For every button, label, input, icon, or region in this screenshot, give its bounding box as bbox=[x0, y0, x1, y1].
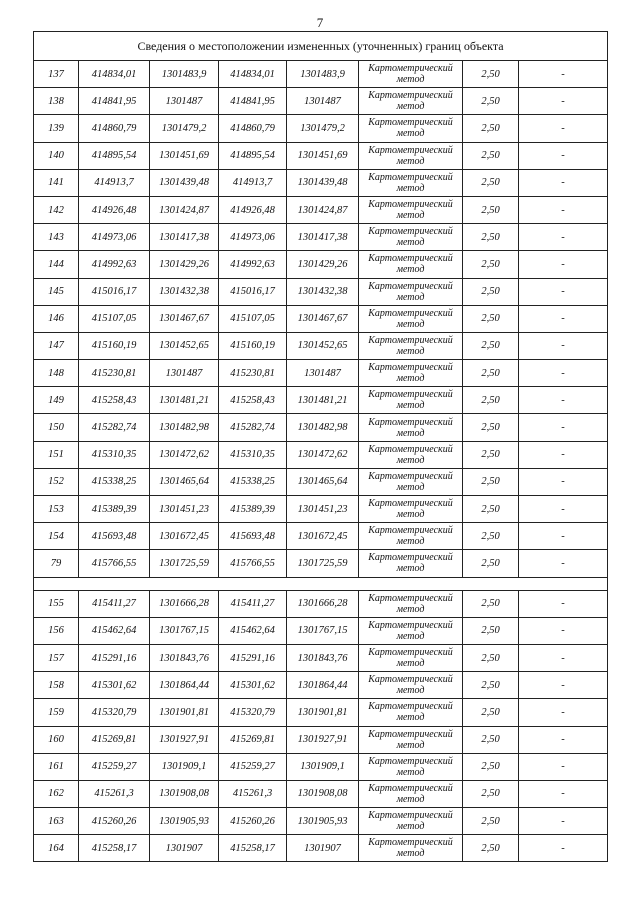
y-old-cell: 1301451,69 bbox=[150, 142, 219, 169]
description-cell: - bbox=[519, 672, 608, 699]
x-new-cell: 414841,95 bbox=[219, 88, 287, 115]
accuracy-cell: 2,50 bbox=[463, 699, 519, 726]
x-new-cell: 415291,16 bbox=[219, 644, 287, 671]
method-cell: Картометрический метод bbox=[359, 142, 463, 169]
x-new-cell: 415016,17 bbox=[219, 278, 287, 305]
x-new-cell: 414834,01 bbox=[219, 61, 287, 88]
accuracy-cell: 2,50 bbox=[463, 360, 519, 387]
y-new-cell: 1301901,81 bbox=[287, 699, 359, 726]
method-cell: Картометрический метод bbox=[359, 699, 463, 726]
boundary-coordinates-table bbox=[33, 31, 608, 862]
point-number-cell: 156 bbox=[34, 617, 79, 644]
x-new-cell: 414973,06 bbox=[219, 224, 287, 251]
accuracy-cell: 2,50 bbox=[463, 726, 519, 753]
y-new-cell: 1301672,45 bbox=[287, 523, 359, 550]
accuracy-cell: 2,50 bbox=[463, 468, 519, 495]
point-number-cell: 161 bbox=[34, 753, 79, 780]
y-new-cell: 1301482,98 bbox=[287, 414, 359, 441]
accuracy-cell: 2,50 bbox=[463, 672, 519, 699]
description-cell: - bbox=[519, 196, 608, 223]
table-title: Сведения о местоположении измененных (уточненных) границ объекта bbox=[34, 32, 608, 61]
table-row bbox=[34, 169, 608, 196]
accuracy-cell: 2,50 bbox=[463, 88, 519, 115]
description-cell: - bbox=[519, 88, 608, 115]
method-cell: Картометрический метод bbox=[359, 468, 463, 495]
y-old-cell: 1301472,62 bbox=[150, 441, 219, 468]
method-cell: Картометрический метод bbox=[359, 169, 463, 196]
method-cell: Картометрический метод bbox=[359, 726, 463, 753]
x-new-cell: 415310,35 bbox=[219, 441, 287, 468]
description-cell: - bbox=[519, 644, 608, 671]
table-row bbox=[34, 835, 608, 862]
accuracy-cell: 2,50 bbox=[463, 61, 519, 88]
table-row bbox=[34, 387, 608, 414]
x-old-cell: 415261,3 bbox=[79, 780, 150, 807]
method-cell: Картометрический метод bbox=[359, 305, 463, 332]
method-cell: Картометрический метод bbox=[359, 672, 463, 699]
x-new-cell: 415338,25 bbox=[219, 468, 287, 495]
x-new-cell: 414860,79 bbox=[219, 115, 287, 142]
description-cell: - bbox=[519, 414, 608, 441]
accuracy-cell: 2,50 bbox=[463, 387, 519, 414]
table-row bbox=[34, 496, 608, 523]
description-cell: - bbox=[519, 523, 608, 550]
accuracy-cell: 2,50 bbox=[463, 251, 519, 278]
accuracy-cell: 2,50 bbox=[463, 523, 519, 550]
y-new-cell: 1301907 bbox=[287, 835, 359, 862]
point-number-cell: 138 bbox=[34, 88, 79, 115]
point-number-cell: 153 bbox=[34, 496, 79, 523]
description-cell: - bbox=[519, 726, 608, 753]
y-new-cell: 1301465,64 bbox=[287, 468, 359, 495]
table-row bbox=[34, 441, 608, 468]
separator-cell bbox=[34, 577, 608, 590]
y-old-cell: 1301465,64 bbox=[150, 468, 219, 495]
description-cell: - bbox=[519, 468, 608, 495]
x-old-cell: 415160,19 bbox=[79, 332, 150, 359]
accuracy-cell: 2,50 bbox=[463, 278, 519, 305]
description-cell: - bbox=[519, 332, 608, 359]
point-number-cell: 143 bbox=[34, 224, 79, 251]
point-number-cell: 162 bbox=[34, 780, 79, 807]
y-old-cell: 1301905,93 bbox=[150, 808, 219, 835]
description-cell: - bbox=[519, 441, 608, 468]
x-new-cell: 415766,55 bbox=[219, 550, 287, 577]
y-old-cell: 1301424,87 bbox=[150, 196, 219, 223]
accuracy-cell: 2,50 bbox=[463, 224, 519, 251]
y-old-cell: 1301725,59 bbox=[150, 550, 219, 577]
method-cell: Картометрический метод bbox=[359, 414, 463, 441]
table-row bbox=[34, 278, 608, 305]
method-cell: Картометрический метод bbox=[359, 224, 463, 251]
method-cell: Картометрический метод bbox=[359, 835, 463, 862]
y-old-cell: 1301927,91 bbox=[150, 726, 219, 753]
method-cell: Картометрический метод bbox=[359, 617, 463, 644]
y-new-cell: 1301927,91 bbox=[287, 726, 359, 753]
x-old-cell: 415389,39 bbox=[79, 496, 150, 523]
accuracy-cell: 2,50 bbox=[463, 590, 519, 617]
y-new-cell: 1301417,38 bbox=[287, 224, 359, 251]
y-new-cell: 1301481,21 bbox=[287, 387, 359, 414]
y-old-cell: 1301482,98 bbox=[150, 414, 219, 441]
x-old-cell: 415462,64 bbox=[79, 617, 150, 644]
y-new-cell: 1301864,44 bbox=[287, 672, 359, 699]
y-old-cell: 1301909,1 bbox=[150, 753, 219, 780]
accuracy-cell: 2,50 bbox=[463, 196, 519, 223]
y-old-cell: 1301417,38 bbox=[150, 224, 219, 251]
x-new-cell: 415230,81 bbox=[219, 360, 287, 387]
accuracy-cell: 2,50 bbox=[463, 332, 519, 359]
accuracy-cell: 2,50 bbox=[463, 305, 519, 332]
point-number-cell: 79 bbox=[34, 550, 79, 577]
x-old-cell: 414973,06 bbox=[79, 224, 150, 251]
description-cell: - bbox=[519, 142, 608, 169]
y-new-cell: 1301909,1 bbox=[287, 753, 359, 780]
description-cell: - bbox=[519, 251, 608, 278]
x-old-cell: 415260,26 bbox=[79, 808, 150, 835]
description-cell: - bbox=[519, 387, 608, 414]
y-new-cell: 1301908,08 bbox=[287, 780, 359, 807]
y-old-cell: 1301451,23 bbox=[150, 496, 219, 523]
accuracy-cell: 2,50 bbox=[463, 496, 519, 523]
table-row bbox=[34, 360, 608, 387]
point-number-cell: 159 bbox=[34, 699, 79, 726]
y-new-cell: 1301424,87 bbox=[287, 196, 359, 223]
x-new-cell: 414895,54 bbox=[219, 142, 287, 169]
method-cell: Картометрический метод bbox=[359, 196, 463, 223]
description-cell: - bbox=[519, 278, 608, 305]
x-old-cell: 415310,35 bbox=[79, 441, 150, 468]
method-cell: Картометрический метод bbox=[359, 278, 463, 305]
point-number-cell: 144 bbox=[34, 251, 79, 278]
y-new-cell: 1301432,38 bbox=[287, 278, 359, 305]
table-row bbox=[34, 808, 608, 835]
point-number-cell: 146 bbox=[34, 305, 79, 332]
y-new-cell: 1301483,9 bbox=[287, 61, 359, 88]
description-cell: - bbox=[519, 617, 608, 644]
y-new-cell: 1301439,48 bbox=[287, 169, 359, 196]
method-cell: Картометрический метод bbox=[359, 523, 463, 550]
y-old-cell: 1301452,65 bbox=[150, 332, 219, 359]
point-number-cell: 158 bbox=[34, 672, 79, 699]
accuracy-cell: 2,50 bbox=[463, 780, 519, 807]
point-number-cell: 155 bbox=[34, 590, 79, 617]
x-new-cell: 415258,17 bbox=[219, 835, 287, 862]
table-row bbox=[34, 88, 608, 115]
y-old-cell: 1301487 bbox=[150, 360, 219, 387]
x-old-cell: 414841,95 bbox=[79, 88, 150, 115]
section-separator-row bbox=[34, 577, 608, 590]
x-new-cell: 415260,26 bbox=[219, 808, 287, 835]
x-old-cell: 415301,62 bbox=[79, 672, 150, 699]
y-old-cell: 1301483,9 bbox=[150, 61, 219, 88]
x-old-cell: 414926,48 bbox=[79, 196, 150, 223]
table-row bbox=[34, 251, 608, 278]
method-cell: Картометрический метод bbox=[359, 441, 463, 468]
x-old-cell: 415016,17 bbox=[79, 278, 150, 305]
x-old-cell: 415230,81 bbox=[79, 360, 150, 387]
method-cell: Картометрический метод bbox=[359, 88, 463, 115]
x-old-cell: 415411,27 bbox=[79, 590, 150, 617]
x-new-cell: 415389,39 bbox=[219, 496, 287, 523]
point-number-cell: 147 bbox=[34, 332, 79, 359]
x-new-cell: 415282,74 bbox=[219, 414, 287, 441]
accuracy-cell: 2,50 bbox=[463, 617, 519, 644]
description-cell: - bbox=[519, 699, 608, 726]
y-new-cell: 1301487 bbox=[287, 360, 359, 387]
accuracy-cell: 2,50 bbox=[463, 169, 519, 196]
page-number: 7 bbox=[316, 15, 324, 30]
y-old-cell: 1301908,08 bbox=[150, 780, 219, 807]
table-row bbox=[34, 115, 608, 142]
y-new-cell: 1301472,62 bbox=[287, 441, 359, 468]
description-cell: - bbox=[519, 753, 608, 780]
table-row bbox=[34, 726, 608, 753]
point-number-cell: 149 bbox=[34, 387, 79, 414]
point-number-cell: 145 bbox=[34, 278, 79, 305]
accuracy-cell: 2,50 bbox=[463, 142, 519, 169]
table-row bbox=[34, 523, 608, 550]
x-old-cell: 414834,01 bbox=[79, 61, 150, 88]
point-number-cell: 151 bbox=[34, 441, 79, 468]
point-number-cell: 152 bbox=[34, 468, 79, 495]
table-row bbox=[34, 753, 608, 780]
description-cell: - bbox=[519, 496, 608, 523]
point-number-cell: 142 bbox=[34, 196, 79, 223]
description-cell: - bbox=[519, 61, 608, 88]
y-new-cell: 1301767,15 bbox=[287, 617, 359, 644]
table-row bbox=[34, 672, 608, 699]
method-cell: Картометрический метод bbox=[359, 780, 463, 807]
x-old-cell: 414913,7 bbox=[79, 169, 150, 196]
y-old-cell: 1301439,48 bbox=[150, 169, 219, 196]
description-cell: - bbox=[519, 808, 608, 835]
x-new-cell: 415693,48 bbox=[219, 523, 287, 550]
point-number-cell: 163 bbox=[34, 808, 79, 835]
point-number-cell: 140 bbox=[34, 142, 79, 169]
accuracy-cell: 2,50 bbox=[463, 753, 519, 780]
table-row bbox=[34, 468, 608, 495]
x-new-cell: 414992,63 bbox=[219, 251, 287, 278]
description-cell: - bbox=[519, 780, 608, 807]
method-cell: Картометрический метод bbox=[359, 251, 463, 278]
point-number-cell: 154 bbox=[34, 523, 79, 550]
point-number-cell: 164 bbox=[34, 835, 79, 862]
x-new-cell: 415160,19 bbox=[219, 332, 287, 359]
x-old-cell: 414860,79 bbox=[79, 115, 150, 142]
x-new-cell: 415301,62 bbox=[219, 672, 287, 699]
description-cell: - bbox=[519, 115, 608, 142]
y-new-cell: 1301487 bbox=[287, 88, 359, 115]
y-new-cell: 1301725,59 bbox=[287, 550, 359, 577]
y-old-cell: 1301901,81 bbox=[150, 699, 219, 726]
y-new-cell: 1301843,76 bbox=[287, 644, 359, 671]
y-new-cell: 1301452,65 bbox=[287, 332, 359, 359]
y-old-cell: 1301907 bbox=[150, 835, 219, 862]
x-old-cell: 415107,05 bbox=[79, 305, 150, 332]
y-old-cell: 1301843,76 bbox=[150, 644, 219, 671]
x-old-cell: 415693,48 bbox=[79, 523, 150, 550]
method-cell: Картометрический метод bbox=[359, 115, 463, 142]
x-old-cell: 415320,79 bbox=[79, 699, 150, 726]
x-new-cell: 415258,43 bbox=[219, 387, 287, 414]
y-old-cell: 1301432,38 bbox=[150, 278, 219, 305]
x-old-cell: 415291,16 bbox=[79, 644, 150, 671]
description-cell: - bbox=[519, 224, 608, 251]
x-new-cell: 415411,27 bbox=[219, 590, 287, 617]
point-number-cell: 150 bbox=[34, 414, 79, 441]
description-cell: - bbox=[519, 835, 608, 862]
table-row bbox=[34, 414, 608, 441]
y-old-cell: 1301481,21 bbox=[150, 387, 219, 414]
y-old-cell: 1301672,45 bbox=[150, 523, 219, 550]
point-number-cell: 137 bbox=[34, 61, 79, 88]
y-new-cell: 1301451,23 bbox=[287, 496, 359, 523]
table-row bbox=[34, 332, 608, 359]
method-cell: Картометрический метод bbox=[359, 808, 463, 835]
x-old-cell: 415258,43 bbox=[79, 387, 150, 414]
x-new-cell: 414926,48 bbox=[219, 196, 287, 223]
y-new-cell: 1301666,28 bbox=[287, 590, 359, 617]
table-row bbox=[34, 142, 608, 169]
table-row bbox=[34, 644, 608, 671]
table-row bbox=[34, 699, 608, 726]
x-old-cell: 415258,17 bbox=[79, 835, 150, 862]
table-row bbox=[34, 224, 608, 251]
accuracy-cell: 2,50 bbox=[463, 808, 519, 835]
y-old-cell: 1301479,2 bbox=[150, 115, 219, 142]
x-new-cell: 415259,27 bbox=[219, 753, 287, 780]
y-new-cell: 1301905,93 bbox=[287, 808, 359, 835]
table-row bbox=[34, 61, 608, 88]
y-old-cell: 1301467,67 bbox=[150, 305, 219, 332]
description-cell: - bbox=[519, 550, 608, 577]
point-number-cell: 160 bbox=[34, 726, 79, 753]
method-cell: Картометрический метод bbox=[359, 360, 463, 387]
y-new-cell: 1301429,26 bbox=[287, 251, 359, 278]
y-old-cell: 1301864,44 bbox=[150, 672, 219, 699]
description-cell: - bbox=[519, 305, 608, 332]
point-number-cell: 141 bbox=[34, 169, 79, 196]
method-cell: Картометрический метод bbox=[359, 332, 463, 359]
y-old-cell: 1301666,28 bbox=[150, 590, 219, 617]
accuracy-cell: 2,50 bbox=[463, 115, 519, 142]
method-cell: Картометрический метод bbox=[359, 61, 463, 88]
method-cell: Картометрический метод bbox=[359, 387, 463, 414]
method-cell: Картометрический метод bbox=[359, 496, 463, 523]
y-old-cell: 1301429,26 bbox=[150, 251, 219, 278]
y-old-cell: 1301487 bbox=[150, 88, 219, 115]
accuracy-cell: 2,50 bbox=[463, 550, 519, 577]
table-row bbox=[34, 780, 608, 807]
accuracy-cell: 2,50 bbox=[463, 414, 519, 441]
x-new-cell: 415320,79 bbox=[219, 699, 287, 726]
method-cell: Картометрический метод bbox=[359, 644, 463, 671]
table-row bbox=[34, 590, 608, 617]
x-new-cell: 415269,81 bbox=[219, 726, 287, 753]
accuracy-cell: 2,50 bbox=[463, 644, 519, 671]
x-old-cell: 414992,63 bbox=[79, 251, 150, 278]
y-new-cell: 1301467,67 bbox=[287, 305, 359, 332]
point-number-cell: 157 bbox=[34, 644, 79, 671]
table-title-row bbox=[34, 32, 608, 61]
y-new-cell: 1301451,69 bbox=[287, 142, 359, 169]
method-cell: Картометрический метод bbox=[359, 590, 463, 617]
x-old-cell: 415269,81 bbox=[79, 726, 150, 753]
accuracy-cell: 2,50 bbox=[463, 441, 519, 468]
x-old-cell: 414895,54 bbox=[79, 142, 150, 169]
x-new-cell: 414913,7 bbox=[219, 169, 287, 196]
table-row bbox=[34, 617, 608, 644]
x-new-cell: 415261,3 bbox=[219, 780, 287, 807]
x-old-cell: 415766,55 bbox=[79, 550, 150, 577]
point-number-cell: 139 bbox=[34, 115, 79, 142]
x-new-cell: 415107,05 bbox=[219, 305, 287, 332]
description-cell: - bbox=[519, 590, 608, 617]
y-new-cell: 1301479,2 bbox=[287, 115, 359, 142]
x-old-cell: 415259,27 bbox=[79, 753, 150, 780]
table-row bbox=[34, 550, 608, 577]
method-cell: Картометрический метод bbox=[359, 753, 463, 780]
accuracy-cell: 2,50 bbox=[463, 835, 519, 862]
method-cell: Картометрический метод bbox=[359, 550, 463, 577]
point-number-cell: 148 bbox=[34, 360, 79, 387]
description-cell: - bbox=[519, 360, 608, 387]
description-cell: - bbox=[519, 169, 608, 196]
x-old-cell: 415338,25 bbox=[79, 468, 150, 495]
x-old-cell: 415282,74 bbox=[79, 414, 150, 441]
table-row bbox=[34, 196, 608, 223]
table-row bbox=[34, 305, 608, 332]
y-old-cell: 1301767,15 bbox=[150, 617, 219, 644]
x-new-cell: 415462,64 bbox=[219, 617, 287, 644]
